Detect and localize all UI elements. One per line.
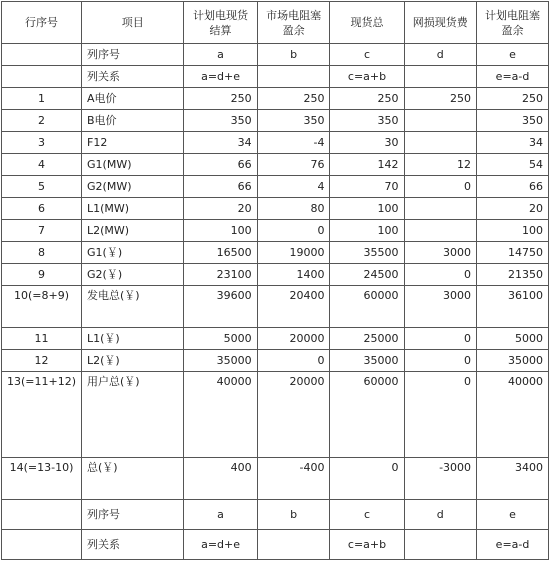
- row-item-cell: 列关系: [82, 530, 184, 560]
- cell-col-e: 34: [477, 132, 549, 154]
- cell-col-b: 19000: [257, 242, 330, 264]
- row-number-cell: 11: [2, 328, 82, 350]
- row-item-cell: L1(MW): [82, 198, 184, 220]
- row-number-cell: 1: [2, 88, 82, 110]
- table-body: [2, 44, 549, 560]
- row-item-cell: G2(MW): [82, 176, 184, 198]
- cell-col-c: c=a+b: [330, 530, 404, 560]
- header-item: 项目: [82, 2, 184, 44]
- cell-col-b: 350: [257, 110, 330, 132]
- cell-col-c: 60000: [330, 286, 404, 328]
- cell-col-b: b: [257, 500, 330, 530]
- cell-col-b: -4: [257, 132, 330, 154]
- cell-col-e: 14750: [477, 242, 549, 264]
- table-row: [2, 350, 549, 372]
- row-item-cell: 总(￥): [82, 458, 184, 500]
- table-row: [2, 264, 549, 286]
- cell-col-d: 0: [404, 264, 477, 286]
- cell-col-b: [257, 66, 330, 88]
- row-item-cell: A电价: [82, 88, 184, 110]
- cell-col-e: 350: [477, 110, 549, 132]
- table-row: [2, 500, 549, 530]
- cell-col-b: 0: [257, 220, 330, 242]
- cell-col-c: 60000: [330, 372, 404, 458]
- cell-col-d: [404, 530, 477, 560]
- cell-col-e: 21350: [477, 264, 549, 286]
- row-item-cell: G1(MW): [82, 154, 184, 176]
- row-number-cell: [2, 530, 82, 560]
- cell-col-a: 34: [184, 132, 257, 154]
- row-number-cell: 6: [2, 198, 82, 220]
- cell-col-e: 36100: [477, 286, 549, 328]
- table-row: [2, 372, 549, 458]
- cell-col-d: [404, 220, 477, 242]
- cell-col-d: 0: [404, 176, 477, 198]
- cell-col-b: 1400: [257, 264, 330, 286]
- header-col-d: 网损现货费: [404, 2, 477, 44]
- row-number-cell: 12: [2, 350, 82, 372]
- cell-col-a: 5000: [184, 328, 257, 350]
- cell-col-c: 100: [330, 220, 404, 242]
- table-row: [2, 176, 549, 198]
- cell-col-d: 12: [404, 154, 477, 176]
- cell-col-c: 350: [330, 110, 404, 132]
- row-number-cell: 3: [2, 132, 82, 154]
- cell-col-e: 250: [477, 88, 549, 110]
- cell-col-c: 35000: [330, 350, 404, 372]
- cell-col-e: 20: [477, 198, 549, 220]
- table-row: [2, 154, 549, 176]
- cell-col-d: [404, 110, 477, 132]
- row-number-cell: 13(=11+12): [2, 372, 82, 458]
- cell-col-a: a=d+e: [184, 530, 257, 560]
- cell-col-a: 20: [184, 198, 257, 220]
- cell-col-e: 5000: [477, 328, 549, 350]
- row-number-cell: 8: [2, 242, 82, 264]
- cell-col-e: e=a-d: [477, 66, 549, 88]
- cell-col-c: 0: [330, 458, 404, 500]
- header-col-e: 计划电阻塞盈余: [477, 2, 549, 44]
- table-row: [2, 44, 549, 66]
- cell-col-d: 250: [404, 88, 477, 110]
- cell-col-b: 0: [257, 350, 330, 372]
- cell-col-b: 20400: [257, 286, 330, 328]
- cell-col-d: 0: [404, 328, 477, 350]
- cell-col-c: 24500: [330, 264, 404, 286]
- cell-col-c: c: [330, 500, 404, 530]
- row-item-cell: 列序号: [82, 44, 184, 66]
- row-number-cell: 14(=13-10): [2, 458, 82, 500]
- row-item-cell: F12: [82, 132, 184, 154]
- cell-col-d: 3000: [404, 242, 477, 264]
- row-number-cell: 9: [2, 264, 82, 286]
- cell-col-e: 54: [477, 154, 549, 176]
- row-item-cell: G2(￥): [82, 264, 184, 286]
- cell-col-a: 35000: [184, 350, 257, 372]
- table-row: [2, 530, 549, 560]
- row-item-cell: B电价: [82, 110, 184, 132]
- cell-col-b: 4: [257, 176, 330, 198]
- cell-col-b: -400: [257, 458, 330, 500]
- table-row: [2, 242, 549, 264]
- cell-col-a: 16500: [184, 242, 257, 264]
- row-item-cell: 用户总(￥): [82, 372, 184, 458]
- cell-col-b: 250: [257, 88, 330, 110]
- row-item-cell: 列序号: [82, 500, 184, 530]
- row-number-cell: 5: [2, 176, 82, 198]
- row-item-cell: L2(￥): [82, 350, 184, 372]
- cell-col-a: 100: [184, 220, 257, 242]
- cell-col-a: 250: [184, 88, 257, 110]
- cell-col-d: 0: [404, 372, 477, 458]
- cell-col-c: 142: [330, 154, 404, 176]
- table-row: [2, 328, 549, 350]
- cell-col-c: 100: [330, 198, 404, 220]
- cell-col-c: 250: [330, 88, 404, 110]
- cell-col-c: 35500: [330, 242, 404, 264]
- cell-col-c: 25000: [330, 328, 404, 350]
- cell-col-d: 0: [404, 350, 477, 372]
- cell-col-c: 30: [330, 132, 404, 154]
- cell-col-a: 66: [184, 176, 257, 198]
- row-number-cell: 10(=8+9): [2, 286, 82, 328]
- cell-col-e: e: [477, 500, 549, 530]
- cell-col-b: 20000: [257, 328, 330, 350]
- row-number-cell: 7: [2, 220, 82, 242]
- row-number-cell: [2, 66, 82, 88]
- cell-col-d: [404, 132, 477, 154]
- table-row: [2, 66, 549, 88]
- header-col-c: 现货总: [330, 2, 404, 44]
- cell-col-c: c=a+b: [330, 66, 404, 88]
- cell-col-b: 80: [257, 198, 330, 220]
- table-row: [2, 110, 549, 132]
- cell-col-b: [257, 530, 330, 560]
- cell-col-e: 3400: [477, 458, 549, 500]
- cell-col-c: 70: [330, 176, 404, 198]
- table-row: [2, 198, 549, 220]
- table-row: [2, 132, 549, 154]
- cell-col-d: d: [404, 44, 477, 66]
- cell-col-a: 40000: [184, 372, 257, 458]
- table-row: [2, 458, 549, 500]
- cell-col-d: -3000: [404, 458, 477, 500]
- cell-col-d: 3000: [404, 286, 477, 328]
- row-item-cell: 发电总(￥): [82, 286, 184, 328]
- cell-col-d: [404, 66, 477, 88]
- cell-col-a: 23100: [184, 264, 257, 286]
- table-row: [2, 88, 549, 110]
- cell-col-e: e: [477, 44, 549, 66]
- row-number-cell: 2: [2, 110, 82, 132]
- cell-col-e: 35000: [477, 350, 549, 372]
- cell-col-e: 40000: [477, 372, 549, 458]
- cell-col-a: 400: [184, 458, 257, 500]
- cell-col-a: 66: [184, 154, 257, 176]
- table-row: [2, 286, 549, 328]
- settlement-table: [1, 1, 549, 560]
- row-item-cell: L2(MW): [82, 220, 184, 242]
- row-item-cell: 列关系: [82, 66, 184, 88]
- cell-col-d: d: [404, 500, 477, 530]
- cell-col-b: 76: [257, 154, 330, 176]
- row-number-cell: 4: [2, 154, 82, 176]
- cell-col-d: [404, 198, 477, 220]
- cell-col-a: a: [184, 500, 257, 530]
- cell-col-e: 66: [477, 176, 549, 198]
- row-number-cell: [2, 44, 82, 66]
- cell-col-e: 100: [477, 220, 549, 242]
- header-row: [2, 2, 549, 44]
- cell-col-b: 20000: [257, 372, 330, 458]
- header-row-no: 行序号: [2, 2, 82, 44]
- cell-col-a: a=d+e: [184, 66, 257, 88]
- row-number-cell: [2, 500, 82, 530]
- cell-col-a: a: [184, 44, 257, 66]
- header-col-a: 计划电现货结算: [184, 2, 257, 44]
- cell-col-a: 350: [184, 110, 257, 132]
- cell-col-c: c: [330, 44, 404, 66]
- header-col-b: 市场电阻塞盈余: [257, 2, 330, 44]
- cell-col-a: 39600: [184, 286, 257, 328]
- table-row: [2, 220, 549, 242]
- cell-col-b: b: [257, 44, 330, 66]
- row-item-cell: G1(￥): [82, 242, 184, 264]
- row-item-cell: L1(￥): [82, 328, 184, 350]
- cell-col-e: e=a-d: [477, 530, 549, 560]
